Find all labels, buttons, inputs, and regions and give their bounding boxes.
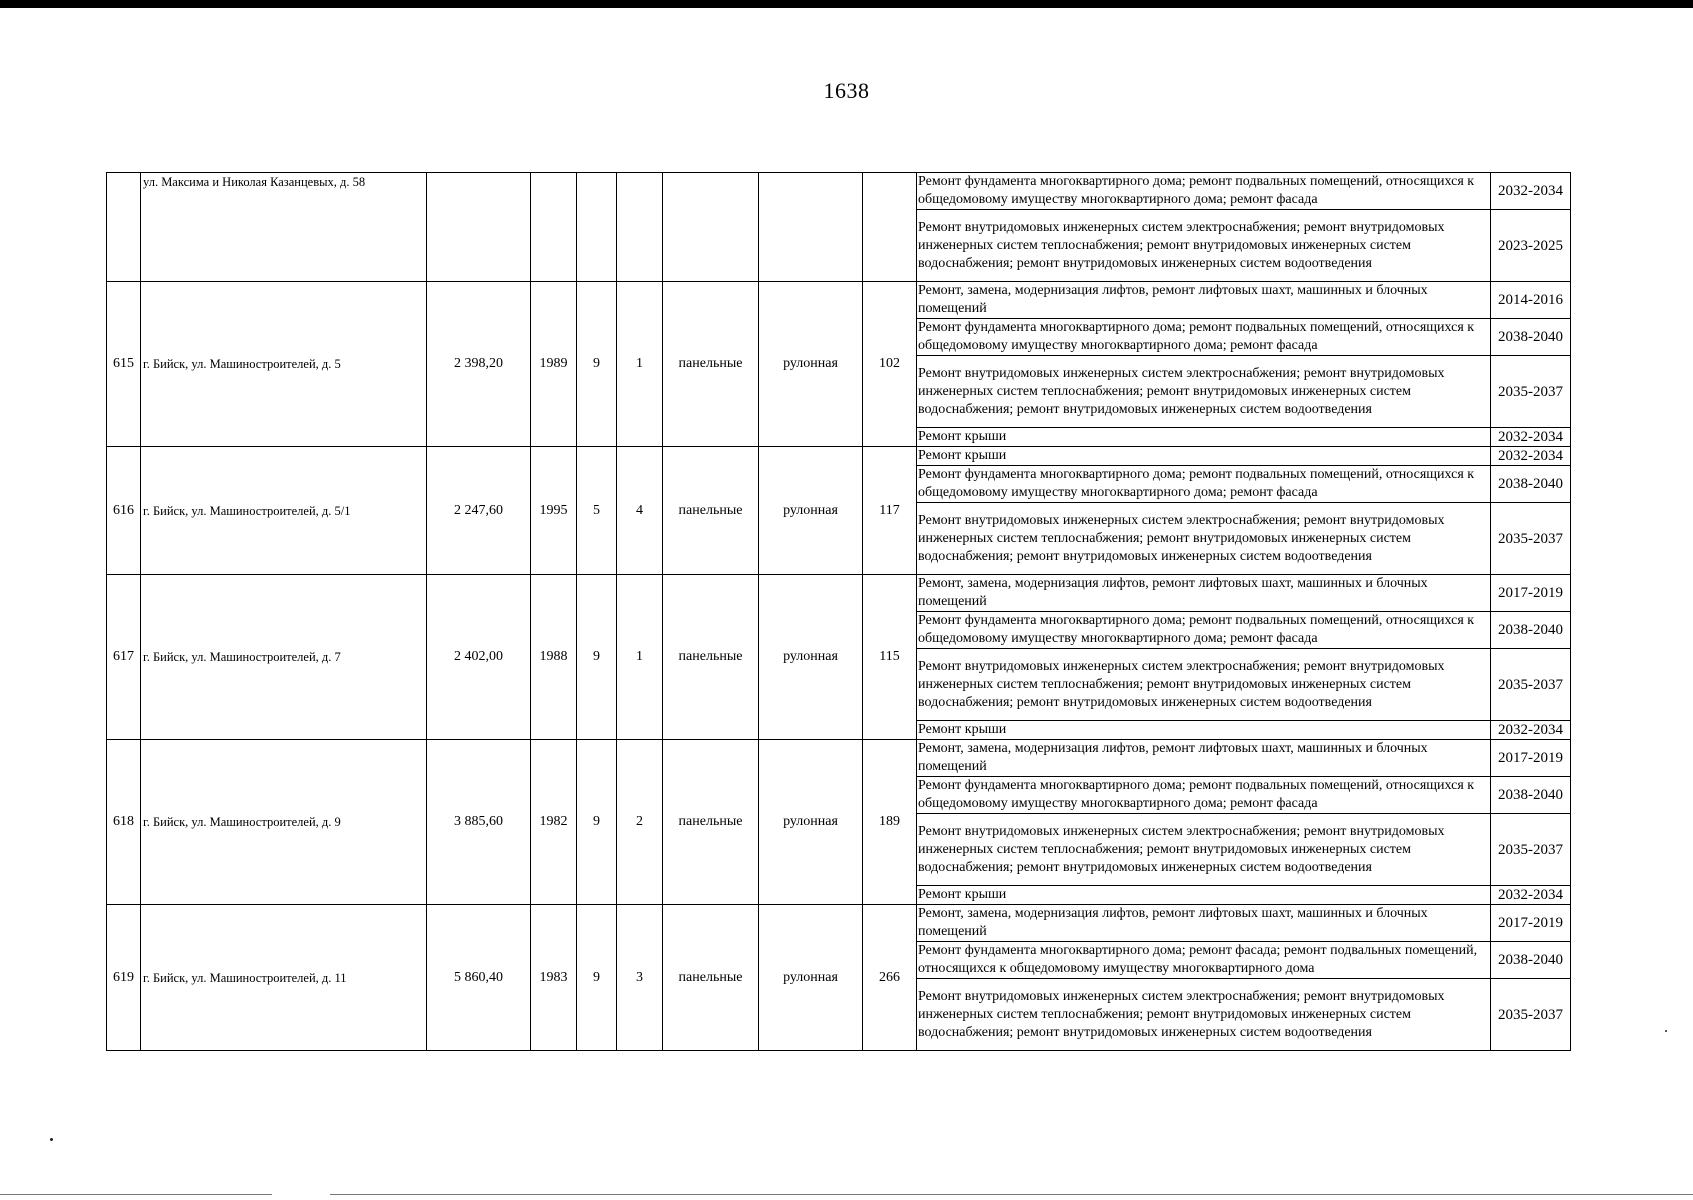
- work-period: 2032-2034: [1491, 173, 1571, 210]
- scan-speck: [50, 1138, 53, 1141]
- work-description: Ремонт крыши: [917, 447, 1491, 466]
- building-address: г. Бийск, ул. Машиностроителей, д. 5/1: [141, 447, 427, 575]
- work-description: Ремонт, замена, модернизация лифтов, ремонт лифтовых шахт, машинных и блочных помещений: [917, 905, 1491, 942]
- work-description: Ремонт внутридомовых инженерных систем электроснабжения; ремонт внутридомовых инженерных систем теплоснабжения; ремонт внутридомовых инженерных систем водоснабжения; ремонт внутридомовых инженерных систем водоотведения: [917, 979, 1491, 1051]
- building-area: 3 885,60: [427, 740, 531, 905]
- build-year: 1995: [531, 447, 577, 575]
- table-row: [107, 740, 1571, 777]
- row-index: [107, 173, 141, 282]
- work-description: Ремонт внутридомовых инженерных систем электроснабжения; ремонт внутридомовых инженерных систем теплоснабжения; ремонт внутридомовых инженерных систем водоснабжения; ремонт внутридомовых инженерных систем водоотведения: [917, 814, 1491, 886]
- entrance-count: 1: [617, 575, 663, 740]
- work-period: 2038-2040: [1491, 319, 1571, 356]
- work-description: Ремонт, замена, модернизация лифтов, ремонт лифтовых шахт, машинных и блочных помещений: [917, 282, 1491, 319]
- work-period: 2038-2040: [1491, 612, 1571, 649]
- build-year: 1989: [531, 282, 577, 447]
- wall-material: панельные: [663, 905, 759, 1051]
- work-description: Ремонт, замена, модернизация лифтов, ремонт лифтовых шахт, машинных и блочных помещений: [917, 575, 1491, 612]
- floor-count: 9: [577, 740, 617, 905]
- work-period: 2035-2037: [1491, 814, 1571, 886]
- work-description: Ремонт внутридомовых инженерных систем электроснабжения; ремонт внутридомовых инженерных систем теплоснабжения; ремонт внутридомовых инженерных систем водоснабжения; ремонт внутридомовых инженерных систем водоотведения: [917, 649, 1491, 721]
- floor-count: 9: [577, 282, 617, 447]
- resident-count: [863, 173, 917, 282]
- row-index: 615: [107, 282, 141, 447]
- building-area: 2 247,60: [427, 447, 531, 575]
- work-period: 2035-2037: [1491, 979, 1571, 1051]
- work-period: 2014-2016: [1491, 282, 1571, 319]
- resident-count: 115: [863, 575, 917, 740]
- building-address: г. Бийск, ул. Машиностроителей, д. 7: [141, 575, 427, 740]
- work-period: 2032-2034: [1491, 447, 1571, 466]
- work-description: Ремонт, замена, модернизация лифтов, ремонт лифтовых шахт, машинных и блочных помещений: [917, 740, 1491, 777]
- row-index: 618: [107, 740, 141, 905]
- work-period: 2035-2037: [1491, 356, 1571, 428]
- top-border-rule: [0, 0, 1693, 8]
- table-row: [107, 173, 1571, 210]
- building-address: ул. Максима и Николая Казанцевых, д. 58: [141, 173, 427, 282]
- work-period: 2017-2019: [1491, 740, 1571, 777]
- work-description: Ремонт фундамента многоквартирного дома; ремонт подвальных помещений, относящихся к общедомовому имуществу многоквартирного дома; ремонт фасада: [917, 777, 1491, 814]
- work-period: 2038-2040: [1491, 777, 1571, 814]
- row-index: 617: [107, 575, 141, 740]
- work-period: 2017-2019: [1491, 905, 1571, 942]
- floor-count: [577, 173, 617, 282]
- work-period: 2035-2037: [1491, 649, 1571, 721]
- floor-count: 5: [577, 447, 617, 575]
- resident-count: 266: [863, 905, 917, 1051]
- bottom-rule: [0, 1194, 272, 1195]
- roof-type: рулонная: [759, 740, 863, 905]
- build-year: 1983: [531, 905, 577, 1051]
- table-row: [107, 282, 1571, 319]
- building-area: 2 398,20: [427, 282, 531, 447]
- work-period: 2035-2037: [1491, 503, 1571, 575]
- work-description: Ремонт внутридомовых инженерных систем электроснабжения; ремонт внутридомовых инженерных систем теплоснабжения; ремонт внутридомовых инженерных систем водоснабжения; ремонт внутридомовых инженерных систем водоотведения: [917, 503, 1491, 575]
- work-period: 2032-2034: [1491, 428, 1571, 447]
- floor-count: 9: [577, 905, 617, 1051]
- work-description: Ремонт фундамента многоквартирного дома; ремонт фасада; ремонт подвальных помещений, относящихся к общедомовому имуществу многоквартирного дома: [917, 942, 1491, 979]
- work-description: Ремонт крыши: [917, 721, 1491, 740]
- building-address: г. Бийск, ул. Машиностроителей, д. 11: [141, 905, 427, 1051]
- roof-type: рулонная: [759, 575, 863, 740]
- resident-count: 189: [863, 740, 917, 905]
- work-description: Ремонт фундамента многоквартирного дома; ремонт подвальных помещений, относящихся к общедомовому имуществу многоквартирного дома; ремонт фасада: [917, 319, 1491, 356]
- work-period: 2017-2019: [1491, 575, 1571, 612]
- building-repair-table: [106, 172, 1571, 1051]
- entrance-count: 1: [617, 282, 663, 447]
- roof-type: рулонная: [759, 282, 863, 447]
- work-period: 2032-2034: [1491, 886, 1571, 905]
- table-row: [107, 447, 1571, 466]
- work-period: 2038-2040: [1491, 942, 1571, 979]
- work-description: Ремонт крыши: [917, 886, 1491, 905]
- build-year: 1988: [531, 575, 577, 740]
- building-area: 2 402,00: [427, 575, 531, 740]
- work-description: Ремонт фундамента многоквартирного дома; ремонт подвальных помещений, относящихся к общедомовому имуществу многоквартирного дома; ремонт фасада: [917, 466, 1491, 503]
- table-body: [107, 173, 1571, 1051]
- row-index: 619: [107, 905, 141, 1051]
- work-description: Ремонт фундамента многоквартирного дома; ремонт подвальных помещений, относящихся к общедомовому имуществу многоквартирного дома; ремонт фасада: [917, 173, 1491, 210]
- entrance-count: [617, 173, 663, 282]
- entrance-count: 3: [617, 905, 663, 1051]
- roof-type: [759, 173, 863, 282]
- wall-material: [663, 173, 759, 282]
- work-description: Ремонт внутридомовых инженерных систем электроснабжения; ремонт внутридомовых инженерных систем теплоснабжения; ремонт внутридомовых инженерных систем водоснабжения; ремонт внутридомовых инженерных систем водоотведения: [917, 356, 1491, 428]
- work-description: Ремонт крыши: [917, 428, 1491, 447]
- wall-material: панельные: [663, 282, 759, 447]
- row-index: 616: [107, 447, 141, 575]
- bottom-rule: [330, 1194, 1693, 1195]
- building-area: [427, 173, 531, 282]
- resident-count: 102: [863, 282, 917, 447]
- wall-material: панельные: [663, 740, 759, 905]
- build-year: [531, 173, 577, 282]
- wall-material: панельные: [663, 447, 759, 575]
- build-year: 1982: [531, 740, 577, 905]
- roof-type: рулонная: [759, 905, 863, 1051]
- building-area: 5 860,40: [427, 905, 531, 1051]
- resident-count: 117: [863, 447, 917, 575]
- building-address: г. Бийск, ул. Машиностроителей, д. 9: [141, 740, 427, 905]
- building-address: г. Бийск, ул. Машиностроителей, д. 5: [141, 282, 427, 447]
- work-description: Ремонт внутридомовых инженерных систем электроснабжения; ремонт внутридомовых инженерных систем теплоснабжения; ремонт внутридомовых инженерных систем водоснабжения; ремонт внутридомовых инженерных систем водоотведения: [917, 210, 1491, 282]
- entrance-count: 4: [617, 447, 663, 575]
- work-period: 2023-2025: [1491, 210, 1571, 282]
- page-number: 1638: [823, 78, 870, 103]
- scan-speck: [1665, 1030, 1667, 1032]
- table-row: [107, 905, 1571, 942]
- floor-count: 9: [577, 575, 617, 740]
- table-row: [107, 575, 1571, 612]
- work-description: Ремонт фундамента многоквартирного дома; ремонт подвальных помещений, относящихся к общедомовому имуществу многоквартирного дома; ремонт фасада: [917, 612, 1491, 649]
- wall-material: панельные: [663, 575, 759, 740]
- work-period: 2032-2034: [1491, 721, 1571, 740]
- work-period: 2038-2040: [1491, 466, 1571, 503]
- roof-type: рулонная: [759, 447, 863, 575]
- entrance-count: 2: [617, 740, 663, 905]
